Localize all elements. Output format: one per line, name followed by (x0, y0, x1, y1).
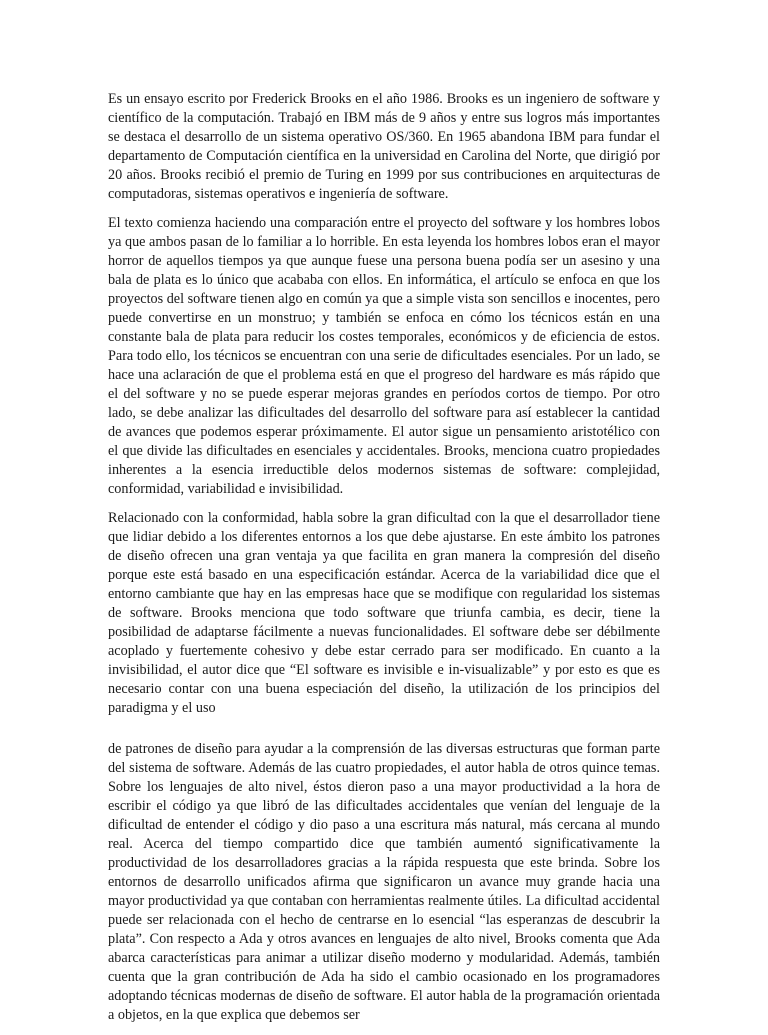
paragraph-design-patterns: de patrones de diseño para ayudar a la comprensión de las diversas estructuras que forman parte del sistema de software. Además de las cuatro propiedades, el autor habla de otros quince temas. Sobre los lenguajes de alto nivel, éstos dieron paso a una mayor productividad a la hora de escribir el código ya que libró de las dificultades accidentales que venían del lenguaje de la dificultad de entender el código y dio paso a una escritura más natural, más cercana al mundo real. Acerca del tiempo compartido dice que también aumentó significativamente la productividad de los desarrolladores gracias a la rápida respuesta que este brinda. Sobre los entornos de desarrollo unificados afirma que significaron un avance muy grande hacia una mayor productividad ya que contaban con herramientas realmente útiles. La dificultad accidental puede ser relacionada con el hecho de centrarse en lo esencial “las esperanzas de descubrir la plata”. Con respecto a Ada y otros avances en lenguajes de alto nivel, Brooks comenta que Ada abarca características para animar a utilizar diseño moderno y modularidad. Además, también cuenta que la gran contribución de Ada ha sido el cambio ocasionado en los programadores adoptando técnicas modernas de diseño de software. El autor habla de la programación orientada a objetos, en la que explica que debemos ser (108, 741, 660, 1023)
paragraph-author-bio: Es un ensayo escrito por Frederick Brooks en el año 1986. Brooks es un ingeniero de software y científico de la computación. Trabajó en IBM más de 9 años y entre sus logros más importantes se destaca el desarrollo de un sistema operativo OS/360. En 1965 abandona IBM para fundar el departamento de Computación científica en la universidad en Carolina del Norte, que dirigió por 20 años. Brooks recibió el premio de Turing en 1999 por sus contribuciones en arquitecturas de computadoras, sistemas operativos e ingeniería de software. (108, 91, 660, 202)
paragraph-conformity: Relacionado con la conformidad, habla sobre la gran dificultad con la que el desarrollador tiene que lidiar debido a los diferentes entornos a los que debe ajustarse. En este ámbito los patrones de diseño ofrecen una gran ventaja ya que facilita en gran manera la compresión del diseño porque este está basado en una especificación estándar. Acerca de la variabilidad dice que el entorno cambiante que hay en las empresas hace que se modifique con regularidad los sistemas de software. Brooks menciona que todo software que triunfa cambia, es decir, tiene la posibilidad de adaptarse fácilmente a nuevas funcionalidades. El software debe ser débilmente acoplado y fuertemente cohesivo y debe estar cerrado para ser modificado. En cuanto a la invisibilidad, el autor dice que “El software es invisible e in-visualizable” y por esto es que es necesario contar con una buena especiación del diseño, la utilización de los principios del paradigma y el uso (108, 510, 660, 716)
paragraph-werewolf-comparison: El texto comienza haciendo una comparación entre el proyecto del software y los hombres lobos ya que ambos pasan de lo familiar a lo horrible. En esta leyenda los hombres lobos eran el mayor horror de aquellos tiempos ya que aunque fuese una persona buena podía ser un asesino y una bala de plata es lo único que acababa con ellos. En informática, el artículo se enfoca en que los proyectos del software tienen algo en común ya que a simple vista son sencillos e inocentes, pero puede convertirse en un monstruo; y también se enfoca en cómo los técnicos están en una constante bala de plata para reducir los costes temporales, económicos y de eficiencia de estos. Para todo ello, los técnicos se encuentran con una serie de dificultades esenciales. Por un lado, se hace una aclaración de que el problema está en que el progreso del hardware es más rápido que el del software y no se puede esperar mejoras grandes en períodos cortos de tiempo. Por otro lado, se debe analizar las dificultades del desarrollo del software para así establecer la cantidad de avances que podemos esperar próximamente. El autor sigue un pensamiento aristotélico con el que divide las dificultades en esenciales y accidentales. Brooks, menciona cuatro propiedades inherentes a la esencia irreductible delos modernos sistemas de software: complejidad, conformidad, variabilidad e invisibilidad. (108, 215, 660, 497)
document-page (108, 90, 660, 1035)
